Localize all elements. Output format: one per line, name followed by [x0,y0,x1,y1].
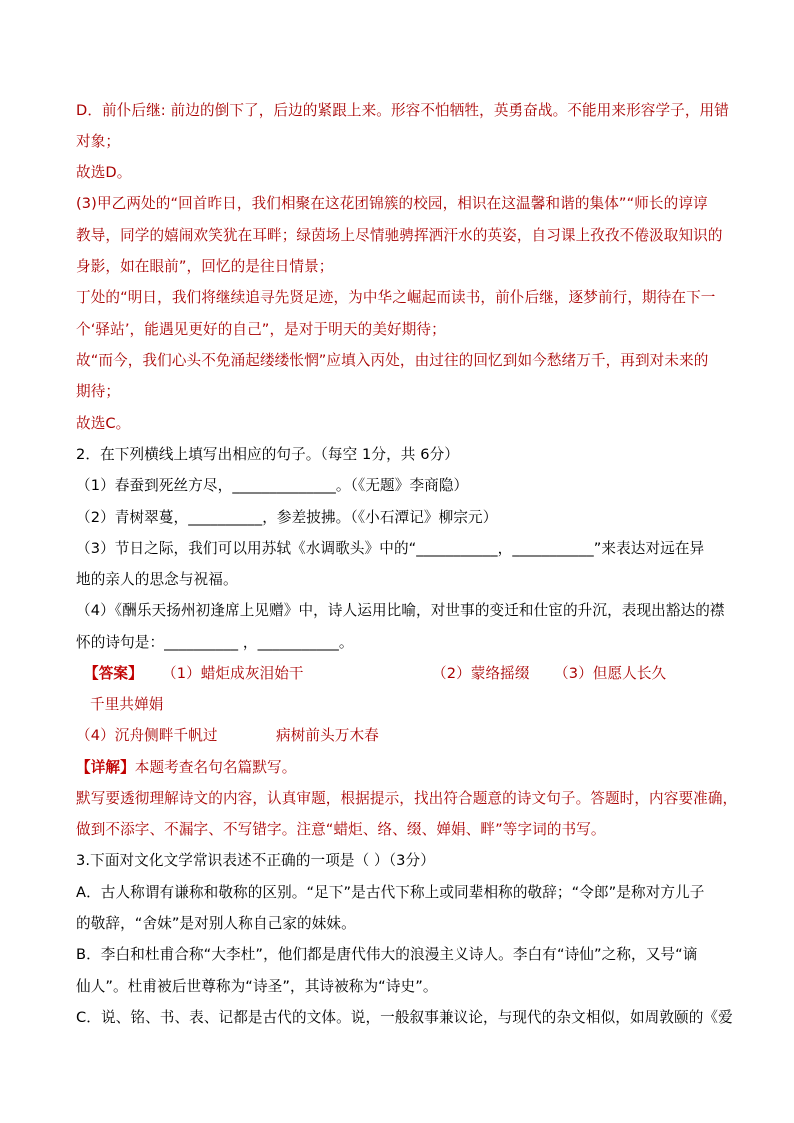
explanation-line: 故选C。 [76,415,131,432]
answer-3-second: 千里共婵娟 [90,696,164,713]
answer-4: （4）沉舟侧畔千帆过 [76,727,218,744]
question-3-option-line: C．说、铭、书、表、记都是古代的文体。说，一般叙事兼议论，与现代的杂文相似，如周敦颐的《爱 [76,1009,733,1026]
question-2-item: 地的亲人的思念与祝福。 [76,571,238,588]
question-3-option-line: A．古人称谓有谦称和敬称的区别。“足下”是古代下称上或同辈相称的敬辞；“令郎”是称对方儿子 [76,884,705,901]
explanation-line: 对象； [76,133,121,150]
question-2-item: （3）节日之际，我们可以用苏轼《水调歌头》中的“___________，___________”来表达对远在异 [76,540,705,557]
explanation-line: 故选D。 [76,164,132,181]
explanation-line: 期待； [76,383,121,400]
answer-1: （1）蜡炬成灰泪始干 [162,665,304,682]
question-2-stem: 2．在下列横线上填写出相应的句子。（每空 1分，共 6分） [76,446,459,463]
detail-line-first [76,758,296,778]
question-2-item: （4）《酬乐天扬州初逢席上见赠》中，诗人运用比喻，对世事的变迁和仕宦的升沉，表现出豁达的襟 [76,602,725,619]
detail-text: 本题考查名句名篇默写。 [134,759,297,776]
question-3-stem: 3.下面对文化文学常识表述不正确的一项是（ ）（3分） [76,852,435,869]
explanation-line: 身影，如在眼前”，回忆的是往日情景； [76,258,334,275]
question-3-option-line: 仙人”。杜甫被后世尊称为“诗圣”，其诗被称为“诗史”。 [76,978,438,995]
question-2-item: （1）春蚕到死丝方尽，______________。（《无题》李商隐） [76,477,469,494]
answer-3: （3）但愿人长久 [554,665,667,682]
explanation-line: 个‘驿站’，能遇见更好的自己”，是对于明天的美好期待； [76,321,446,338]
explanation-line: 教导，同学的嬉闹欢笑犹在耳畔；绿茵场上尽情驰骋挥洒汗水的英姿，自习课上孜孜不倦汲取知识的 [76,227,723,244]
explanation-line: 故“而今，我们心头不免涌起缕缕怅惘”应填入丙处，由过往的回忆到如今愁绪万千，再到对未来的 [76,352,709,369]
answer-tag: 【答案】 [84,665,143,682]
explanation-line: D．前仆后继: 前边的倒下了，后边的紧跟上来。形容不怕牺牲，英勇奋战。不能用来形容学子，用错 [76,102,729,119]
explanation-line: (3)甲乙两处的“回首昨日，我们相聚在这花团锦簇的校园，相识在这温馨和谐的集体”“师长的谆谆 [76,195,708,212]
question-2-item: 怀的诗句是：__________ ，___________。 [76,634,354,651]
detail-line: 默写要透彻理解诗文的内容，认真审题，根据提示，找出符合题意的诗文句子。答题时，内容要准确， [76,790,738,807]
question-3-option-line: B．李白和杜甫合称“大李杜”，他们都是唐代伟大的浪漫主义诗人。李白有“诗仙”之称，又号“谪 [76,946,698,963]
question-3-option-line: 的敬辞，“舍妹”是对别人称自己家的妹妹。 [76,915,356,932]
detail-line: 做到不添字、不漏字、不写错字。注意“蜡炬、络、缀、婵娟、畔”等字词的书写。 [76,821,606,838]
explanation-line: 丁处的“明日，我们将继续追寻先贤足迹，为中华之崛起而读书，前仆后继，逐梦前行，期待在下一 [76,289,716,306]
answer-2: （2）蒙络摇缀 [432,665,530,682]
question-2-item: （2）青树翠蔓，__________，参差披拂。（《小石潭记》柳宗元） [76,509,498,526]
detail-tag: 【详解】 [76,759,135,776]
answer-4-second: 病树前头万木春 [276,727,379,744]
